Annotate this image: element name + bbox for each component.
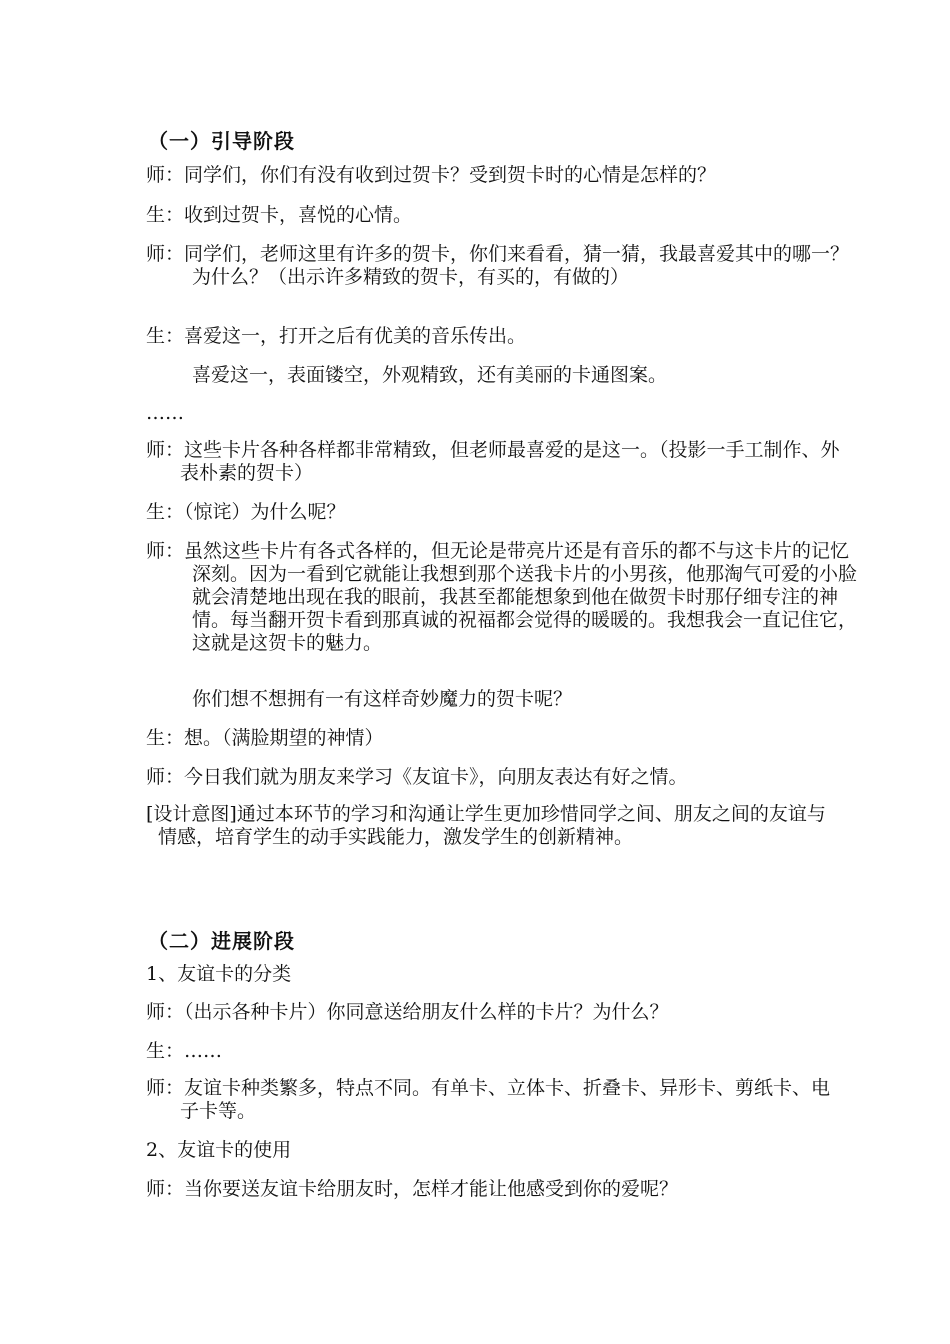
subheading: 1、友谊卡的分类 [146,963,292,985]
paragraph: 师：同学们，老师这里有许多的贺卡，你们来看看，猜一猜，我最喜爱其中的哪一？为什么？（出示许多精致的贺卡，有买的，有做的） [146,243,850,288]
section-heading: （一）引导阶段 [148,129,295,153]
paragraph: 师：虽然这些卡片有各式各样的，但无论是带亮片还是有音乐的都不与这卡片的记忆深刻。因为一看到它就能让我想到那个送我卡片的小男孩，他那淘气可爱的小脸就会清楚地出现在我的眼前，我甚至都能想象到他在做贺卡时那仔细专注的神情。每当翻开贺卡看到那真诚的祝福都会觉得的暖暖的。我想我会一直记住它，这就是这贺卡的魅力。 [146,540,858,654]
section-heading: （二）进展阶段 [148,929,295,953]
paragraph: 师：今日我们就为朋友来学习《友谊卡》，向朋友表达有好之情。 [146,766,688,788]
paragraph: 师：（出示各种卡片）你同意送给朋友什么样的卡片？为什么？ [146,1001,669,1023]
paragraph: 生：收到过贺卡，喜悦的心情。 [146,204,413,226]
paragraph: 师：友谊卡种类繁多，特点不同。有单卡、立体卡、折叠卡、异形卡、剪纸卡、电子卡等。 [146,1077,831,1122]
paragraph: 生：喜爱这一，打开之后有优美的音乐传出。 [146,325,527,347]
paragraph: 师：当你要送友谊卡给朋友时，怎样才能让他感受到你的爱呢？ [146,1178,679,1200]
paragraph: 喜爱这一，表面镂空，外观精致，还有美丽的卡通图案。 [192,364,668,386]
ellipsis: …… [146,402,184,424]
paragraph: 师：这些卡片各种各样都非常精致，但老师最喜爱的是这一。（投影一手工制作、外表朴素的贺卡） [146,439,840,484]
paragraph: 师：同学们，你们有没有收到过贺卡？受到贺卡时的心情是怎样的？ [146,164,717,186]
design-intent-note: [设计意图]通过本环节的学习和沟通让学生更加珍惜同学之间、朋友之间的友谊与情感，培育学生的动手实践能力，激发学生的创新精神。 [146,803,826,848]
paragraph: 生：想。（满脸期望的神情） [146,727,384,749]
paragraph: 生：（惊诧）为什么呢？ [146,501,346,523]
paragraph: 你们想不想拥有一有这样奇妙魔力的贺卡呢？ [192,688,573,710]
paragraph: 生：…… [146,1040,223,1062]
subheading: 2、友谊卡的使用 [146,1139,292,1161]
